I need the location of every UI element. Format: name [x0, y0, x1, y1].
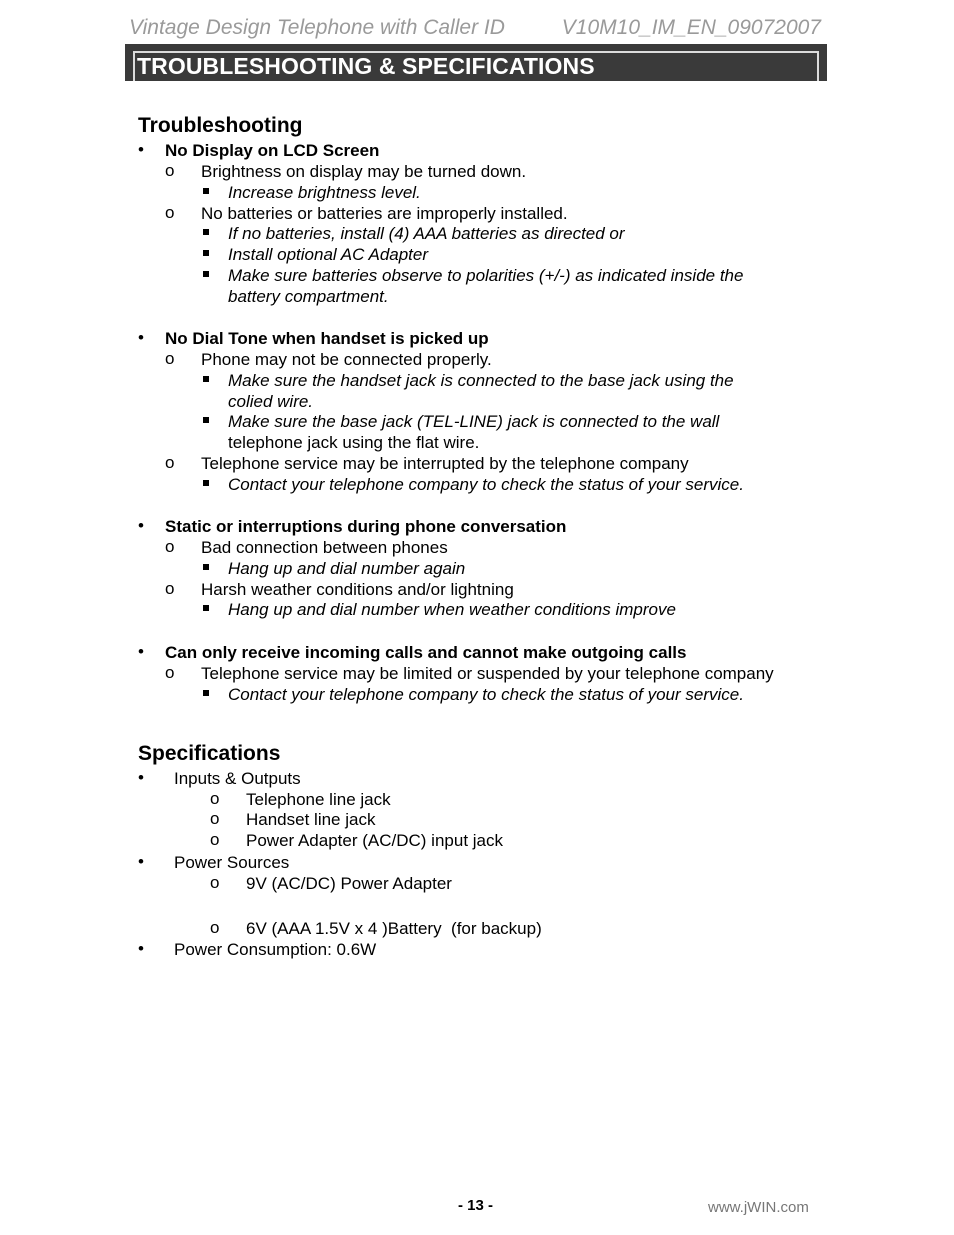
bullet-circle: o	[165, 161, 175, 180]
issue-title: Can only receive incoming calls and cannot make outgoing calls	[165, 643, 687, 662]
fix-text: Install optional AC Adapter	[228, 245, 429, 264]
cause-text: Brightness on display may be turned down.	[201, 162, 527, 181]
fix-text: Make sure batteries observe to polarities (+/-) as indicated inside the	[228, 266, 744, 285]
cause-text: Telephone service may be interrupted by the telephone company	[201, 454, 689, 473]
footer-website: www.jWIN.com	[708, 1199, 809, 1216]
page-number: - 13 -	[458, 1197, 494, 1214]
bullet-square	[203, 376, 209, 382]
bullet-circle: o	[165, 453, 175, 472]
issue-title: Static or interruptions during phone conversation	[165, 517, 567, 536]
bullet-circle: o	[165, 663, 175, 682]
spec-label: Inputs & Outputs	[174, 769, 301, 788]
bullet-square	[203, 271, 209, 277]
bullet-dot: •	[138, 140, 144, 159]
specifications-heading: Specifications	[138, 742, 281, 765]
bullet-dot: •	[138, 768, 144, 787]
bullet-square	[203, 229, 209, 235]
bullet-square	[203, 417, 209, 423]
fix-text: Contact your telephone company to check the status of your service.	[228, 685, 744, 704]
cause-text: Phone may not be connected properly.	[201, 350, 492, 369]
bullet-circle: o	[210, 918, 220, 937]
banner-title: TROUBLESHOOTING & SPECIFICATIONS	[137, 53, 595, 79]
bullet-square	[203, 480, 209, 486]
fix-text-continued: battery compartment.	[228, 287, 389, 306]
fix-text: Contact your telephone company to check the status of your service.	[228, 475, 744, 494]
bullet-circle: o	[165, 203, 175, 222]
bullet-dot: •	[138, 939, 144, 958]
spec-sub: Handset line jack	[246, 810, 376, 829]
section-banner	[125, 44, 827, 81]
fix-text: If no batteries, install (4) AAA batteries as directed or	[228, 224, 625, 243]
spec-label: Power Consumption: 0.6W	[174, 940, 377, 959]
header-right-doc-id: V10M10_IM_EN_09072007	[561, 16, 821, 39]
fix-text: Make sure the handset jack is connected to the base jack using the	[228, 371, 734, 390]
fix-text: Make sure the base jack (TEL-LINE) jack is connected to the wall	[228, 412, 720, 431]
bullet-square	[203, 564, 209, 570]
fix-text: Increase brightness level.	[228, 183, 421, 202]
bullet-circle: o	[165, 579, 175, 598]
bullet-circle: o	[210, 873, 220, 892]
cause-text: Bad connection between phones	[201, 538, 448, 557]
fix-text-continued: colied wire.	[228, 392, 314, 411]
spec-sub: 9V (AC/DC) Power Adapter	[246, 874, 452, 893]
issue-title: No Display on LCD Screen	[165, 141, 380, 160]
bullet-square	[203, 188, 209, 194]
spec-sub: 6V (AAA 1.5V x 4 )Battery (for backup)	[246, 919, 542, 938]
bullet-dot: •	[138, 642, 144, 661]
bullet-dot: •	[138, 516, 144, 535]
issue-title: No Dial Tone when handset is picked up	[165, 329, 489, 348]
header-left-title: Vintage Design Telephone with Caller ID	[129, 16, 505, 39]
bullet-square	[203, 605, 209, 611]
fix-text: Hang up and dial number again	[228, 559, 466, 578]
bullet-square	[203, 690, 209, 696]
cause-text: No batteries or batteries are improperly installed.	[201, 204, 568, 223]
fix-text-continued: telephone jack using the flat wire.	[228, 433, 480, 452]
bullet-circle: o	[165, 349, 175, 368]
troubleshooting-heading: Troubleshooting	[138, 114, 303, 137]
bullet-circle: o	[210, 789, 220, 808]
bullet-square	[203, 250, 209, 256]
bullet-circle: o	[165, 537, 175, 556]
bullet-dot: •	[138, 328, 144, 347]
spec-sub: Telephone line jack	[246, 790, 391, 809]
bullet-circle: o	[210, 830, 220, 849]
fix-text: Hang up and dial number when weather conditions improve	[228, 600, 676, 619]
bullet-dot: •	[138, 852, 144, 871]
bullet-circle: o	[210, 809, 220, 828]
spec-label: Power Sources	[174, 853, 290, 872]
cause-text: Harsh weather conditions and/or lightning	[201, 580, 514, 599]
spec-sub: Power Adapter (AC/DC) input jack	[246, 831, 503, 850]
cause-text: Telephone service may be limited or suspended by your telephone company	[201, 664, 774, 683]
